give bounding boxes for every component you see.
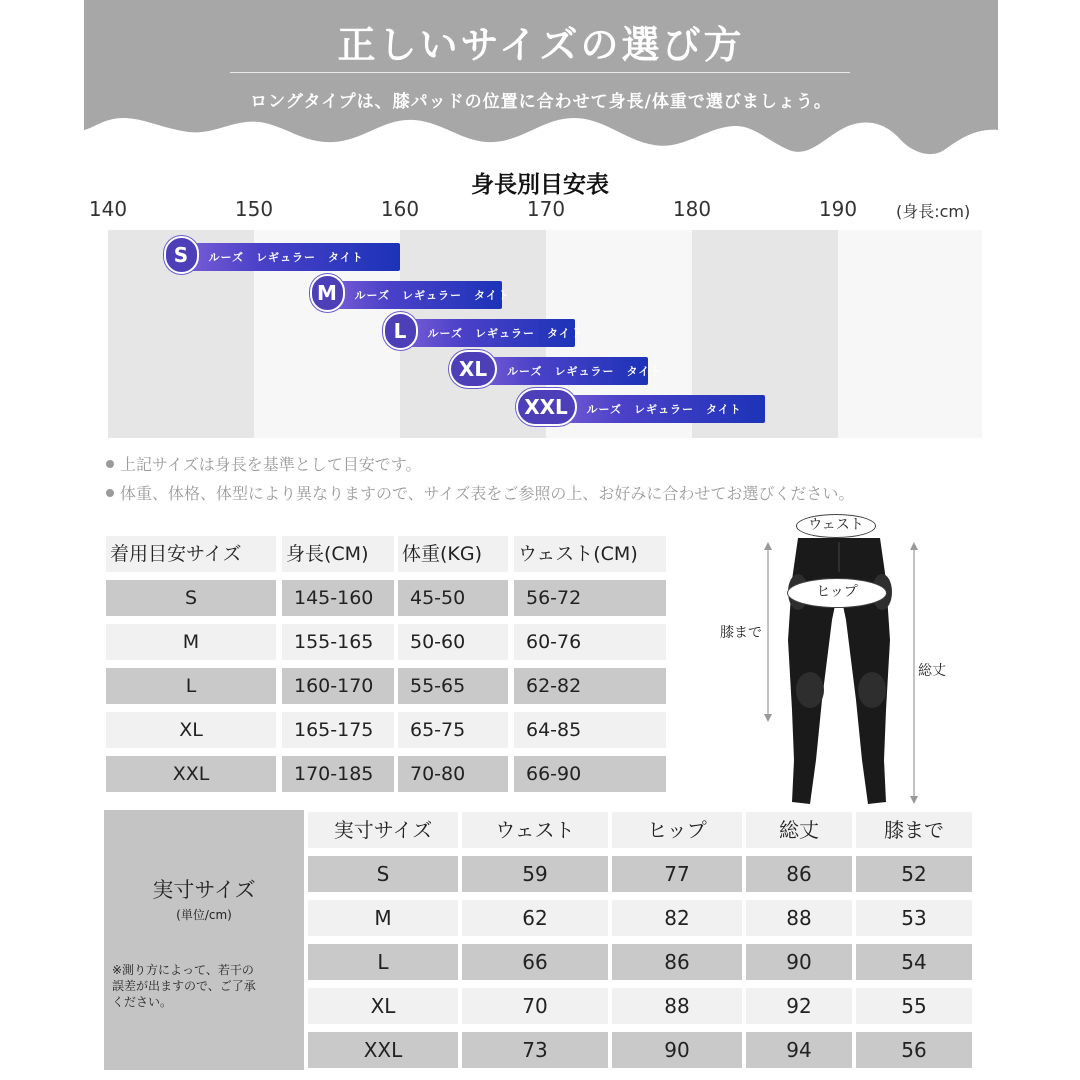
guide-table-cell: 50-60 — [398, 624, 508, 660]
actual-table-cell: 54 — [856, 944, 972, 980]
size-bar — [400, 319, 583, 347]
guide-table-cell: XL — [106, 712, 276, 748]
actual-table-cell: 90 — [612, 1032, 742, 1068]
guide-table-cell: 155-165 — [282, 624, 394, 660]
guide-table-cell: 70-80 — [398, 756, 508, 792]
actual-table-cell: 86 — [612, 944, 742, 980]
guide-table-cell: 170-185 — [282, 756, 394, 792]
title-divider — [230, 72, 850, 73]
chart-title: 身長別目安表 — [471, 172, 609, 198]
actual-table-cell: 66 — [462, 944, 608, 980]
axis-tick-label: 190 — [818, 197, 858, 221]
axis-tick-label: 170 — [526, 197, 566, 221]
guide-table-cell: 66-90 — [514, 756, 666, 792]
actual-size-unit: (単位/cm) — [176, 908, 232, 922]
actual-table-cell: XL — [308, 988, 458, 1024]
actual-table-cell: 90 — [746, 944, 852, 980]
actual-table-cell: 70 — [462, 988, 608, 1024]
size-bubble: S — [164, 236, 199, 274]
axis-tick-label: 150 — [234, 197, 274, 221]
waist-label: ウェスト — [796, 514, 876, 538]
size-bar — [327, 281, 510, 309]
actual-table-cell: 88 — [746, 900, 852, 936]
guide-table-cell: 62-82 — [514, 668, 666, 704]
actual-table-cell: 77 — [612, 856, 742, 892]
actual-table-cell: S — [308, 856, 458, 892]
total-length-label: 総丈 — [918, 663, 946, 679]
actual-header-cell: 実寸サイズ — [308, 812, 458, 848]
guide-table-cell: 55-65 — [398, 668, 508, 704]
guide-table-cell: S — [106, 580, 276, 616]
bar-fit-labels: ルーズ レギュラー タイト — [354, 289, 510, 302]
bar-fit-labels: ルーズ レギュラー タイト — [507, 365, 663, 378]
actual-table-cell: L — [308, 944, 458, 980]
bar-fit-labels: ルーズ レギュラー タイト — [208, 251, 364, 264]
actual-table-cell: 52 — [856, 856, 972, 892]
guide-table-cell: 165-175 — [282, 712, 394, 748]
guide-table-cell: 60-76 — [514, 624, 666, 660]
actual-size-note: ※測り方によって、若干の誤差が出ますので、ご了承ください。 — [112, 963, 256, 1009]
actual-header-cell: 膝まで — [856, 812, 972, 848]
size-bubble: M — [310, 274, 345, 312]
size-bar — [181, 243, 400, 271]
actual-table-cell: 53 — [856, 900, 972, 936]
actual-table-cell: 55 — [856, 988, 972, 1024]
actual-table-cell: 86 — [746, 856, 852, 892]
guide-table-cell: 160-170 — [282, 668, 394, 704]
page-title: 正しいサイズの選び方 — [337, 22, 745, 67]
chart-band — [838, 230, 982, 438]
guide-table-cell: M — [106, 624, 276, 660]
bar-fit-labels: ルーズ レギュラー タイト — [427, 327, 583, 340]
page-subtitle: ロングタイプは、膝パッドの位置に合わせて身長/体重で選びましょう。 — [250, 92, 832, 112]
actual-table-cell: 88 — [612, 988, 742, 1024]
bullet-icon — [106, 460, 114, 468]
axis-tick-label: 160 — [380, 197, 420, 221]
note-2 — [106, 481, 854, 504]
actual-table-cell: 82 — [612, 900, 742, 936]
bullet-icon — [106, 489, 114, 497]
actual-table-cell: XXL — [308, 1032, 458, 1068]
bar-fit-labels: ルーズ レギュラー タイト — [586, 403, 742, 416]
guide-table-cell: 64-85 — [514, 712, 666, 748]
guide-header-cell: 体重(KG) — [398, 536, 508, 572]
actual-table-cell: 73 — [462, 1032, 608, 1068]
guide-table-cell: 65-75 — [398, 712, 508, 748]
guide-table-cell: L — [106, 668, 276, 704]
actual-header-cell: 総丈 — [746, 812, 852, 848]
note-text: 体重、体格、体型により異なりますので、サイズ表をご参照の上、お好みに合わせてお選びください。 — [120, 484, 855, 503]
actual-table-cell: 59 — [462, 856, 608, 892]
guide-header-cell: ウェスト(CM) — [514, 536, 666, 572]
height-unit: (身長:cm) — [896, 202, 971, 221]
size-bubble: L — [383, 312, 418, 350]
axis-tick-label: 140 — [88, 197, 128, 221]
note-text: 上記サイズは身長を基準として目安です。 — [120, 455, 422, 474]
guide-table-cell: 45-50 — [398, 580, 508, 616]
axis-tick-label: 180 — [672, 197, 712, 221]
height-chart-area — [108, 230, 982, 438]
actual-table-cell: 92 — [746, 988, 852, 1024]
guide-header-cell: 身長(CM) — [282, 536, 394, 572]
guide-table-cell: 145-160 — [282, 580, 394, 616]
size-bar — [546, 395, 765, 423]
size-bubble: XL — [449, 350, 497, 388]
actual-size-side-panel — [104, 810, 304, 1070]
hip-label: ヒップ — [787, 578, 887, 608]
size-bar — [473, 357, 663, 385]
actual-header-cell: ヒップ — [612, 812, 742, 848]
guide-table-cell: XXL — [106, 756, 276, 792]
knee-length-label: 膝まで — [720, 625, 762, 641]
size-bubble: XXL — [516, 388, 577, 426]
actual-size-title: 実寸サイズ — [152, 878, 256, 902]
actual-table-cell: 56 — [856, 1032, 972, 1068]
note-1 — [106, 452, 421, 475]
guide-table-cell: 56-72 — [514, 580, 666, 616]
actual-table-cell: 62 — [462, 900, 608, 936]
actual-header-cell: ウェスト — [462, 812, 608, 848]
actual-table-cell: 94 — [746, 1032, 852, 1068]
actual-table-cell: M — [308, 900, 458, 936]
guide-header-cell: 着用目安サイズ — [106, 536, 276, 572]
